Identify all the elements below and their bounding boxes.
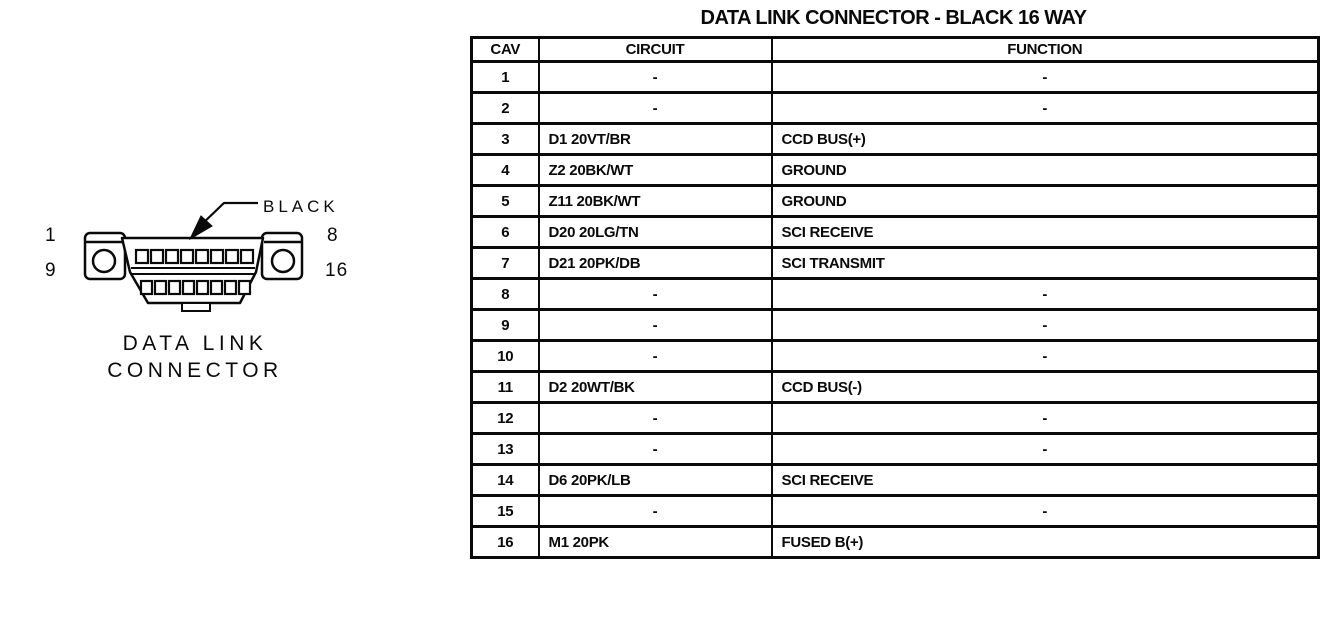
figure-caption-line2: CONNECTOR (107, 359, 283, 382)
circuit-cell: Z11 20BK/WT (539, 186, 772, 217)
circuit-cell: - (539, 434, 772, 465)
connector-bottom-tab (182, 303, 210, 311)
function-cell: CCD BUS(+) (772, 124, 1319, 155)
col-header-circuit: CIRCUIT (539, 38, 772, 62)
circuit-cell: Z2 20BK/WT (539, 155, 772, 186)
function-cell: CCD BUS(-) (772, 372, 1319, 403)
circuit-cell: - (539, 279, 772, 310)
cav-cell: 8 (472, 279, 539, 310)
arrowhead-icon (190, 216, 212, 239)
function-cell: - (772, 341, 1319, 372)
table-row (472, 217, 1319, 248)
function-cell: - (772, 403, 1319, 434)
circuit-cell: D2 20WT/BK (539, 372, 772, 403)
table-row (472, 496, 1319, 527)
table-row (472, 403, 1319, 434)
table-row (472, 93, 1319, 124)
function-cell: - (772, 279, 1319, 310)
circuit-cell: - (539, 341, 772, 372)
figure-caption (70, 330, 320, 384)
table-row (472, 341, 1319, 372)
circuit-cell: D1 20VT/BR (539, 124, 772, 155)
cav-cell: 11 (472, 372, 539, 403)
function-cell: - (772, 434, 1319, 465)
function-cell: GROUND (772, 155, 1319, 186)
function-cell: SCI TRANSMIT (772, 248, 1319, 279)
cav-cell: 16 (472, 527, 539, 558)
table-row (472, 310, 1319, 341)
cav-cell: 2 (472, 93, 539, 124)
circuit-cell: - (539, 62, 772, 93)
table-row (472, 62, 1319, 93)
circuit-cell: D21 20PK/DB (539, 248, 772, 279)
pin-number-16: 16 (325, 260, 349, 281)
cav-cell: 5 (472, 186, 539, 217)
function-cell: - (772, 496, 1319, 527)
cav-cell: 4 (472, 155, 539, 186)
cav-cell: 1 (472, 62, 539, 93)
cav-cell: 9 (472, 310, 539, 341)
cav-cell: 13 (472, 434, 539, 465)
left-mounting-hole (93, 250, 115, 272)
cav-cell: 3 (472, 124, 539, 155)
table-row (472, 124, 1319, 155)
function-cell: FUSED B(+) (772, 527, 1319, 558)
col-header-function: FUNCTION (772, 38, 1319, 62)
cav-cell: 7 (472, 248, 539, 279)
table-row (472, 279, 1319, 310)
table-row (472, 465, 1319, 496)
page-title: DATA LINK CONNECTOR - BLACK 16 WAY (700, 7, 1087, 29)
circuit-cell: - (539, 496, 772, 527)
pinout-table (470, 36, 1320, 559)
circuit-cell: D6 20PK/LB (539, 465, 772, 496)
cav-cell: 6 (472, 217, 539, 248)
pinout-table-body (472, 62, 1319, 558)
table-row (472, 155, 1319, 186)
function-cell: - (772, 93, 1319, 124)
cav-cell: 10 (472, 341, 539, 372)
col-header-cav: CAV (472, 38, 539, 62)
cav-cell: 14 (472, 465, 539, 496)
pin-number-1: 1 (45, 225, 57, 246)
figure-caption-line1: DATA LINK (122, 332, 268, 355)
circuit-cell: - (539, 93, 772, 124)
function-cell: - (772, 62, 1319, 93)
table-row (472, 527, 1319, 558)
function-cell: - (772, 310, 1319, 341)
table-row (472, 434, 1319, 465)
pin-number-8: 8 (327, 225, 339, 246)
table-header-row (472, 38, 1319, 62)
table-row (472, 186, 1319, 217)
circuit-cell: D20 20LG/TN (539, 217, 772, 248)
cav-cell: 15 (472, 496, 539, 527)
cav-cell: 12 (472, 403, 539, 434)
right-mounting-hole (272, 250, 294, 272)
function-cell: SCI RECEIVE (772, 465, 1319, 496)
circuit-cell: - (539, 310, 772, 341)
function-cell: GROUND (772, 186, 1319, 217)
table-row (472, 372, 1319, 403)
pin-number-9: 9 (45, 260, 57, 281)
circuit-cell: M1 20PK (539, 527, 772, 558)
table-row (472, 248, 1319, 279)
circuit-cell: - (539, 403, 772, 434)
function-cell: SCI RECEIVE (772, 217, 1319, 248)
connector-color-label: BLACK (263, 197, 339, 216)
